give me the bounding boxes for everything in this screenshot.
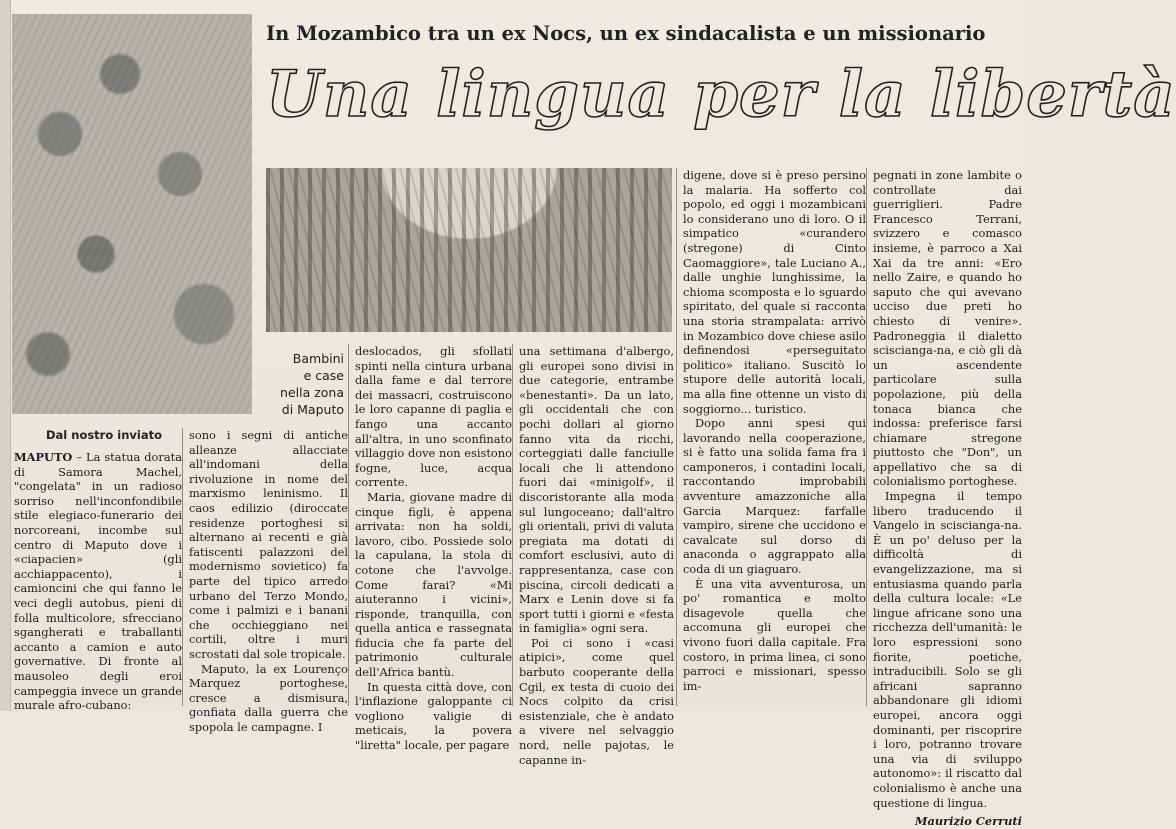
article-column-1 [14, 450, 182, 713]
article-column-2 [182, 428, 348, 734]
caption-line: Bambini [292, 351, 344, 366]
article-kicker: In Mozambico tra un ex Nocs, un ex sindacalista e un missionario [266, 22, 986, 45]
page-edge [0, 0, 11, 711]
caption-line: di Maputo [281, 402, 344, 417]
paragraph [14, 450, 182, 713]
paragraph-text: – La statua dorata di Samora Machel, "congelata" in un radioso sorriso nell'inconfondibile stile elegiaco-funerario dei norcoreani, incombe sul centro di Maputo dove i «ciapacien» (gli acchiappacento), i camioncini che qui fanno le veci degli autobus, pieni di folla multicolore, sfrecciano sgangherati e traballanti accanto a camion e auto governative. Di fronte al mausoleo degli eroi campeggia invece un grande murale afro-cubano: [14, 450, 182, 713]
photo-caption [256, 350, 344, 418]
paragraph: Dopo anni spesi qui lavorando nella cooperazione, si è fatto una solida fama fra i camponeros, i contadini locali, raccontando improbabili avventure amazzoniche alla Garcia Marquez: farfalle vampiro, sirene che uccidono e cavalcate sul dorso di anaconda o aggrappato alla coda di un giaguaro. [683, 416, 866, 577]
author-signature: Maurizio Cerruti [914, 814, 1022, 829]
article-column-5 [676, 168, 866, 706]
paragraph: sono i segni di antiche alleanze allacciate all'indomani della rivoluzione in nome del marxismo leninismo. Il caos edilizio (diroccate residenze portoghesi si alternano ai recenti e già fatiscenti palazzoni del modernismo sovietico) fa parte del tipico arredo urbano del Terzo Mondo, come i palmizi e i banani che occhieggiano nei cortili, oltre i muri scrostati dal sole tropicale. [189, 428, 348, 661]
village-photo [266, 168, 672, 332]
paragraph: digene, dove si è preso persino la malaria. Ha sofferto col popolo, ed oggi i mozambicani lo considerano uno di loro. O il simpatico «curandero (stregone) di Cinto Caomaggiore», tale Luciano A., dalle unghie lunghissime, la chioma scomposta e lo sguardo spiritato, del quale si racconta una storia strampalata: arrivò in Mozambico dove chiese asilo definendosi «perseguitato politico» italiano. Suscitò lo stupore delle autorità locali, ma alla fine ottenne un visto di soggiorno... turistico. [683, 168, 866, 416]
byline-place: Dal nostro inviato [46, 428, 162, 442]
article-column-6 [866, 168, 1022, 829]
paragraph: deslocados, gli sfollati spinti nella cintura urbana dalla fame e dal terrore dei massacri, costruiscono le loro capanne di paglia e fango una accanto all'altra, in uno sconfinato villaggio dove non esistono fogne, luce, acqua corrente. [355, 344, 512, 490]
paragraph: una settimana d'albergo, gli europei sono divisi in due categorie, entrambe «benestanti». Da un lato, gli occidentali che con pochi dollari al giorno fanno vita da ricchi, corteggiati dalle fanciulle locali che li attendono fuori dai «minigolf», il discoristorante alla moda sul lungoceano; dall'altro gli orientali, privi di valuta pregiata ma dotati di comfort esclusivi, auto di rappresentanza, case con piscina, circoli dedicati a Marx e Lenin dove si fa sport tutti i giorni e «festa in famiglia» ogni sera. [519, 344, 674, 636]
dateline: MAPUTO [14, 450, 73, 464]
paragraph: Maria, giovane madre di cinque figli, è appena arrivata: non ha soldi, lavoro, cibo. Possiede solo la capulana, la stola di cotone che l'avvolge. Come farai? «Mi aiuteranno i vicini», risponde, tranquilla, con quella antica e rassegnata fiducia che fa parte del patrimonio culturale dell'Africa bantù. [355, 489, 512, 680]
paragraph: Poi ci sono i «casi atipici», come quel barbuto cooperante della Cgil, ex testa di cuoio dei Nocs colpito da crisi esistenziale, che è andato a vivere nel selvaggio nord, nelle pajotas, le capanne in- [519, 635, 674, 767]
article-column-3 [348, 344, 512, 753]
aerial-photo-left [12, 14, 252, 414]
caption-line: nella zona [280, 385, 344, 400]
paragraph: Maputo, la ex Lourenço Marquez portoghese, cresce a dismisura, gonfiata dalla guerra che spopola le campagne. I [189, 661, 348, 734]
article-column-4 [512, 344, 674, 767]
caption-line: e case [303, 368, 344, 383]
article-headline: Una lingua per la libertà [266, 57, 1176, 132]
paragraph: pegnati in zone lambite o controllate dai guerriglieri. Padre Francesco Terrani, svizzero e comasco insieme, è parroco a Xai Xai da tre anni: «Ero nello Zaire, e quando ho saputo che qui avevano ucciso due preti ho chiesto di venire». Padroneggia il dialetto sciscianga-na, e ciò gli dà un ascendente particolare sulla popolazione, più della tonaca bianca che indossa: preferisce farsi chiamare stregone piuttosto che "Don", un appellativo che sa di colonialismo portoghese. [873, 168, 1022, 489]
paragraph: In questa città dove, con l'inflazione galoppante ci vogliono valigie di meticais, la povera "liretta" locale, per pagare [355, 679, 512, 753]
paragraph: È una vita avventurosa, un po' romantica e molto disagevole quella che accomuna gli europei che vivono fuori dalla capitale. Fra costoro, in prima linea, ci sono parroci e missionari, spesso im- [683, 576, 866, 693]
paragraph: Impegna il tempo libero traducendo il Vangelo in sciscianga-na. È un po' deluso per la difficoltà di evangelizzazione, ma si entusiasma quando parla della cultura locale: «Le lingue africane sono una ricchezza dell'umanità: le loro espressioni sono fiorite, poetiche, intraducibili. Solo se gli africani sapranno abbandonare gli idiomi europei, ancora oggi dominanti, per riscoprire i loro, potranno trovare una via di sviluppo autonomo»: il riscatto dal colonialismo è anche una questione di lingua. [873, 489, 1022, 810]
